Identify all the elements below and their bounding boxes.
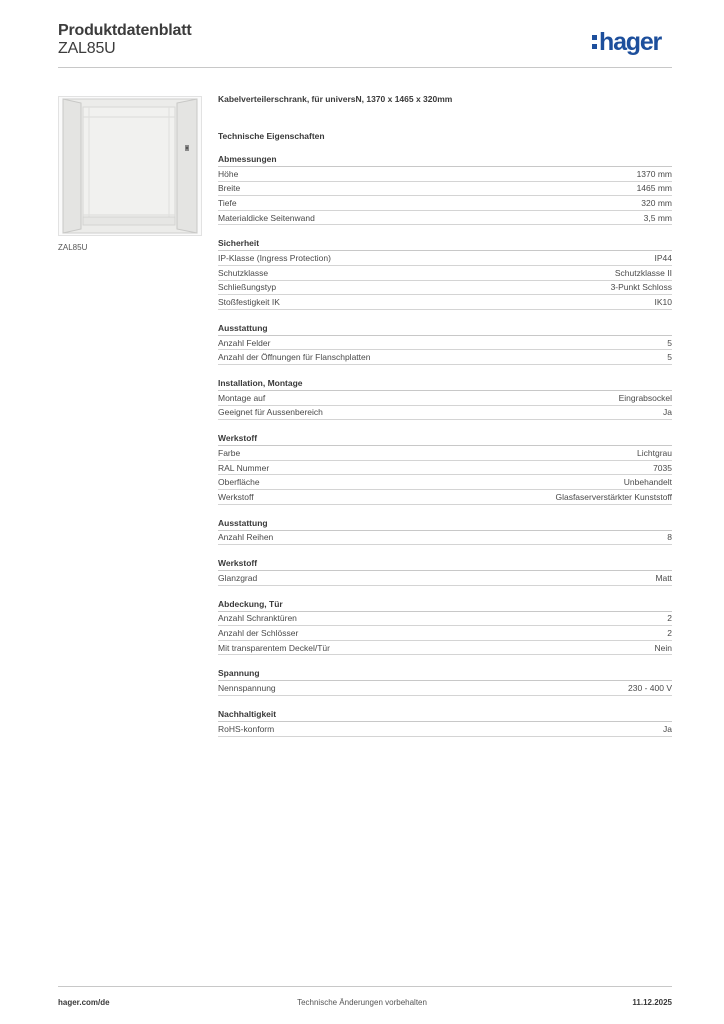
footer-date: 11.12.2025 [632, 998, 672, 1007]
spec-label: RAL Nummer [218, 462, 270, 473]
spec-value: Unbehandelt [623, 477, 672, 488]
spec-value: 7035 [653, 462, 672, 473]
spec-label: Schließungstyp [218, 282, 277, 293]
spec-row [218, 211, 672, 226]
spec-row [218, 626, 672, 641]
section-title: Spannung [218, 667, 672, 681]
spec-section [218, 708, 672, 737]
spec-row [218, 391, 672, 406]
product-description: Kabelverteilerschrank, für universN, 1370 x 1465 x 320mm [218, 94, 453, 104]
spec-label: Anzahl der Schlösser [218, 628, 299, 639]
footer-website: hager.com/de [58, 998, 110, 1007]
section-title: Installation, Montage [218, 377, 672, 391]
spec-row [218, 475, 672, 490]
spec-row [218, 681, 672, 696]
spec-value: 2 [667, 613, 672, 624]
spec-row [218, 461, 672, 476]
spec-row [218, 641, 672, 656]
spec-row [218, 406, 672, 421]
section-title: Abmessungen [218, 153, 672, 167]
spec-row [218, 446, 672, 461]
spec-value: 8 [667, 532, 672, 543]
spec-label: Werkstoff [218, 491, 254, 502]
spec-row [218, 266, 672, 281]
product-image [58, 96, 202, 236]
spec-value: IK10 [654, 296, 672, 307]
spec-value: 5 [667, 352, 672, 363]
spec-section [218, 153, 672, 225]
spec-row [218, 281, 672, 296]
spec-label: RoHS-konform [218, 723, 275, 734]
spec-row [218, 612, 672, 627]
section-title: Ausstattung [218, 517, 672, 531]
spec-value: Ja [663, 723, 672, 734]
spec-label: Glanzgrad [218, 572, 258, 583]
image-caption: ZAL85U [58, 243, 88, 252]
tech-properties-title: Technische Eigenschaften [218, 131, 325, 141]
footer-divider [58, 986, 672, 987]
spec-value: 5 [667, 337, 672, 348]
spec-label: Schutzklasse [218, 267, 269, 278]
spec-section [218, 517, 672, 546]
section-title: Abdeckung, Tür [218, 598, 672, 612]
header-divider [58, 67, 672, 68]
page-title: Produktdatenblatt [58, 22, 192, 39]
section-title: Nachhaltigkeit [218, 708, 672, 722]
spec-label: Mit transparentem Deckel/Tür [218, 642, 330, 653]
spec-row [218, 167, 672, 182]
spec-value: Matt [655, 572, 672, 583]
spec-section [218, 557, 672, 586]
spec-section [218, 667, 672, 696]
spec-section [218, 377, 672, 420]
spec-label: Anzahl Felder [218, 337, 271, 348]
spec-label: Geeignet für Aussenbereich [218, 407, 323, 418]
spec-label: Nennspannung [218, 683, 276, 694]
spec-row [218, 336, 672, 351]
section-title: Werkstoff [218, 557, 672, 571]
spec-row [218, 251, 672, 266]
section-title: Sicherheit [218, 237, 672, 251]
spec-section [218, 237, 672, 309]
cabinet-illustration-icon [59, 97, 201, 235]
spec-content [218, 92, 672, 737]
section-title: Werkstoff [218, 432, 672, 446]
spec-value: 230 - 400 V [628, 683, 672, 694]
spec-label: Tiefe [218, 197, 237, 208]
spec-row [218, 196, 672, 211]
spec-row [218, 571, 672, 586]
spec-value: 3-Punkt Schloss [610, 282, 672, 293]
spec-label: Anzahl Reihen [218, 532, 274, 543]
spec-label: Materialdicke Seitenwand [218, 212, 315, 223]
spec-value: 1370 mm [636, 168, 672, 179]
spec-sections [218, 153, 672, 737]
spec-value: Lichtgrau [637, 447, 672, 458]
spec-row [218, 490, 672, 505]
logo-text: hager [599, 28, 662, 56]
spec-row [218, 722, 672, 737]
spec-value: Schutzklasse II [614, 267, 672, 278]
logo-colon-icon [592, 33, 597, 51]
spec-value: Ja [663, 407, 672, 418]
spec-row [218, 182, 672, 197]
spec-value: Eingrabsockel [618, 392, 672, 403]
spec-row [218, 295, 672, 310]
spec-label: Breite [218, 183, 241, 194]
spec-label: Höhe [218, 168, 239, 179]
spec-label: Montage auf [218, 392, 266, 403]
spec-label: Oberfläche [218, 477, 260, 488]
footer-disclaimer: Technische Änderungen vorbehalten [297, 998, 427, 1007]
spec-value: 320 mm [641, 197, 672, 208]
hager-logo [592, 26, 661, 58]
spec-label: IP-Klasse (Ingress Protection) [218, 253, 331, 264]
spec-label: Anzahl der Öffnungen für Flanschplatten [218, 352, 371, 363]
spec-label: Stoßfestigkeit IK [218, 296, 280, 307]
section-title: Ausstattung [218, 322, 672, 336]
spec-label: Farbe [218, 447, 241, 458]
spec-value: 1465 mm [636, 183, 672, 194]
spec-value: IP44 [654, 253, 672, 264]
spec-row [218, 350, 672, 365]
spec-value: 2 [667, 628, 672, 639]
spec-value: Glasfaserverstärkter Kunststoff [555, 491, 672, 502]
spec-section [218, 432, 672, 504]
spec-section [218, 322, 672, 365]
spec-label: Anzahl Schranktüren [218, 613, 297, 624]
product-code: ZAL85U [58, 40, 116, 57]
spec-section [218, 598, 672, 656]
spec-value: Nein [654, 642, 672, 653]
spec-row [218, 531, 672, 546]
spec-value: 3,5 mm [643, 212, 672, 223]
